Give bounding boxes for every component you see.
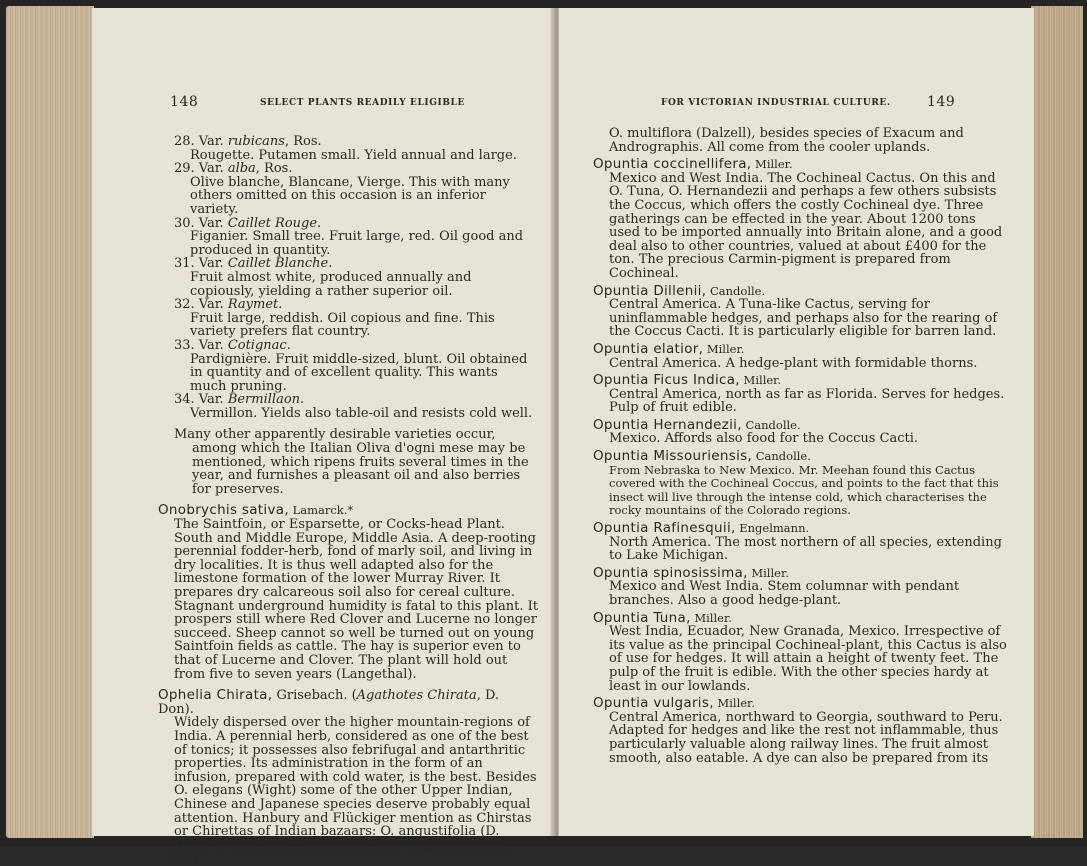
species-description: Widely dispersed over the higher mountain-regions of India. A perennial herb, considered as one of the best of tonics; it possesses also febrifugal and antarthritic properties. Its administration in the form of an infusion, prepared with cold water, is the best. Besides O. elegans (Wight) some of the other Upper Indian, Chinese and Japanese species deserve probably equal attention. Hanbury and Flückiger mention as Chirstas or Chirettas of Indian bazaars: O. angustifolia (D. Don), O. densiflora (Grisebach), O. elegans (Wight) and (174, 715, 537, 866)
entry-opuntia-vulgaris (593, 695, 1010, 766)
right-page-number: 149 (927, 94, 956, 110)
right-head-title: FOR VICTORIAN INDUSTRIAL CULTURE. (661, 98, 891, 108)
entry-opuntia-coccinellifera (593, 156, 1010, 281)
variety-label: 33. Var. (174, 337, 228, 353)
variety-name: Caillet Rouge. (227, 215, 322, 231)
species-name: Onobrychis sativa, (158, 502, 289, 519)
variety-label: 30. Var. (174, 215, 228, 231)
species-description: Mexico and West India. Stem columnar with pendant branches. Also a good hedge-plant. (609, 579, 960, 608)
left-head-title: SELECT PLANTS READILY ELIGIBLE (260, 98, 465, 108)
species-name: Opuntia coccinellifera, (593, 156, 752, 173)
variety-label: 28. Var. (174, 134, 228, 149)
synonym-author: , D. Don). (158, 688, 500, 717)
page-edges-left (6, 6, 94, 838)
species-description: West India, Ecuador, New Granada, Mexico. Irrespective of its value as the principal Cochineal-plant, this Cactus is also of use for hedges. It will attain a height of twenty feet. The pulp of the fruit is edible. With the other species hardy at least in our lowlands. (609, 624, 1007, 694)
right-page-text (593, 126, 1010, 766)
entry-opuntia-rafinesquii (593, 520, 1010, 564)
right-running-head (559, 96, 1034, 114)
species-description: Central America, northward to Georgia, southward to Peru. Adapted for hedges and like the rest not inflammable, thus particularly valuable along railway lines. The fruit almost smooth, also eatable. A dye can also be prepared from its (609, 709, 1003, 766)
variety-33 (174, 339, 538, 393)
variety-31 (174, 257, 538, 298)
species-name: Opuntia elatior, (593, 340, 704, 357)
species-description: Central America. A Tuna-like Cactus, serving for uninflammable hedges, and perhaps also for the rearing of the Coccus Cacti. It is particularly eligible for barren land. (609, 297, 998, 340)
species-description: Mexico. Affords also food for the Coccus Cacti. (609, 431, 919, 447)
species-name: Opuntia vulgaris, (593, 695, 714, 712)
species-author: Engelmann. (735, 521, 810, 536)
variety-author: , Ros. (284, 134, 322, 149)
species-description: Central America, north as far as Florida. Serves for hedges. Pulp of fruit edible. (609, 386, 1005, 416)
variety-name: Bermillaon. (227, 392, 305, 408)
species-description: North America. The most northern of all species, extending to Lake Michigan. (609, 534, 1002, 564)
continuation-paragraph: O. multiflora (Dalzell), besides species of Exacum and Andrographis. All come from the cooler uplands. (609, 126, 964, 155)
entry-opuntia-ficus-indica (593, 372, 1010, 416)
left-page (92, 8, 555, 866)
species-description: Central America. A hedge-plant with formidable thorns. (609, 355, 978, 371)
species-name: Opuntia Dillenii, (593, 282, 707, 299)
variety-34 (174, 393, 538, 420)
right-page (558, 8, 1034, 836)
species-author: Miller. (739, 373, 782, 388)
entry-opuntia-spinosissima (593, 564, 1010, 608)
species-author: Grisebach. ( (272, 688, 357, 704)
species-author: Candolle. (752, 449, 811, 464)
page-edges-right (1031, 6, 1083, 838)
variety-description: Vermillon. Yields also table-oil and resists cold well. (190, 405, 533, 421)
left-page-number: 148 (170, 94, 199, 110)
species-author: Miller. (747, 565, 789, 580)
left-page-text (158, 134, 538, 866)
entry-opuntia-elatior (593, 340, 1010, 371)
species-name: Ophelia Chirata, (158, 687, 273, 704)
variety-label: 31. Var. (174, 256, 228, 272)
species-author: Miller. (703, 341, 745, 356)
species-synonym: Agathotes Chirata (356, 688, 477, 704)
species-author: Candolle. (706, 283, 766, 298)
many-other-paragraph: Many other apparently desirable varieties occur, among which the Italian Oliva d'ogni mese may be mentioned, which ripens fruits several times in the year, and furnishes a pleasant oil and also berries for preserves. (174, 427, 529, 497)
species-description: From Nebraska to New Mexico. Mr. Meehan found this Cactus covered with the Cochineal Coccus, and points to the fact that this insect will live through the intense cold, which characterises the rocky mountains of the Colorado regions. (609, 462, 999, 518)
entry-opuntia-dillenii (593, 282, 1010, 340)
variety-name: Caillet Blanche. (227, 256, 333, 272)
variety-name: rubicans (227, 134, 285, 149)
species-name: Opuntia Missouriensis, (593, 448, 753, 465)
species-author: Miller. (751, 157, 793, 172)
species-name: Opuntia Ficus Indica, (593, 372, 740, 389)
variety-author: , Ros. (255, 161, 293, 177)
species-name: Opuntia spinosissima, (593, 564, 748, 581)
variety-description: Fruit almost white, produced annually and copiously, yielding a rather superior oil. (190, 269, 472, 299)
species-author: Lamarck.* (288, 503, 354, 518)
species-author: Miller. (690, 610, 732, 625)
species-name: Opuntia Rafinesquii, (593, 520, 736, 537)
variety-description: Fruit large, reddish. Oil copious and fine. This variety prefers flat country. (190, 310, 495, 340)
entry-opuntia-missouriensis (593, 448, 1010, 518)
variety-label: 29. Var. (174, 161, 228, 177)
variety-name: Raymet. (227, 297, 283, 313)
entry-opuntia-tuna (593, 609, 1010, 694)
species-description: Mexico and West India. The Cochineal Cactus. On this and O. Tuna, O. Hernandezii and perhaps a few others subsists the Coccus, which offers the costly Cochineal dye. Three gatherings can be effected in the year. About 1200 tons used to be imported annually into Britain alone, and a good deal also to other countries, valued at about £400 for the ton. The precious Carmin-pigment is prepared from Cochineal. (609, 170, 1003, 281)
species-description: The Saintfoin, or Esparsette, or Cocks-head Plant. South and Middle Europe, Middle Asia. A deep-rooting perennial fodder-herb, fond of marly soil, and living in dry localities. It is thus well adapted also for the limestone formation of the lower Murray River. It prepares dry calcareous soil also for cereal culture. Stagnant underground humidity is fatal to this plant. It prospers still where Red Clover and Lucerne no longer succeed. Sheep cannot so well be turned out on young Saintfoin fields as cattle. The hay is superior even to that of Lucerne and Clover. The plant will hold out from five to seven years (Langethal). (174, 517, 538, 682)
variety-28 (174, 135, 538, 162)
variety-label: 32. Var. (174, 297, 228, 313)
variety-description: Rougette. Putamen small. Yield annual and large. (190, 147, 517, 163)
species-name: Opuntia Hernandezii, (593, 416, 742, 433)
variety-29 (174, 162, 538, 216)
variety-name: alba (227, 161, 256, 177)
entry-ophelia (158, 687, 538, 866)
variety-description: Olive blanche, Blancane, Vierge. This with many others omitted on this occasion is an inferior variety. (190, 174, 510, 217)
variety-label: 34. Var. (174, 392, 228, 408)
variety-30 (174, 217, 538, 258)
variety-32 (174, 298, 538, 339)
variety-description: Figanier. Small tree. Fruit large, red. Oil good and produced in quantity. (190, 229, 524, 258)
left-running-head (92, 96, 554, 114)
species-name: Opuntia Tuna, (593, 609, 691, 626)
species-author: Candolle. (741, 417, 801, 432)
variety-name: Cotignac. (227, 337, 291, 353)
variety-description: Pardignière. Fruit middle-sized, blunt. Oil obtained in quantity and of excellent quality. This wants much pruning. (190, 351, 528, 394)
species-author: Miller. (713, 696, 755, 711)
entry-opuntia-hernandezii (593, 416, 1010, 447)
entry-onobrychis (158, 502, 538, 682)
